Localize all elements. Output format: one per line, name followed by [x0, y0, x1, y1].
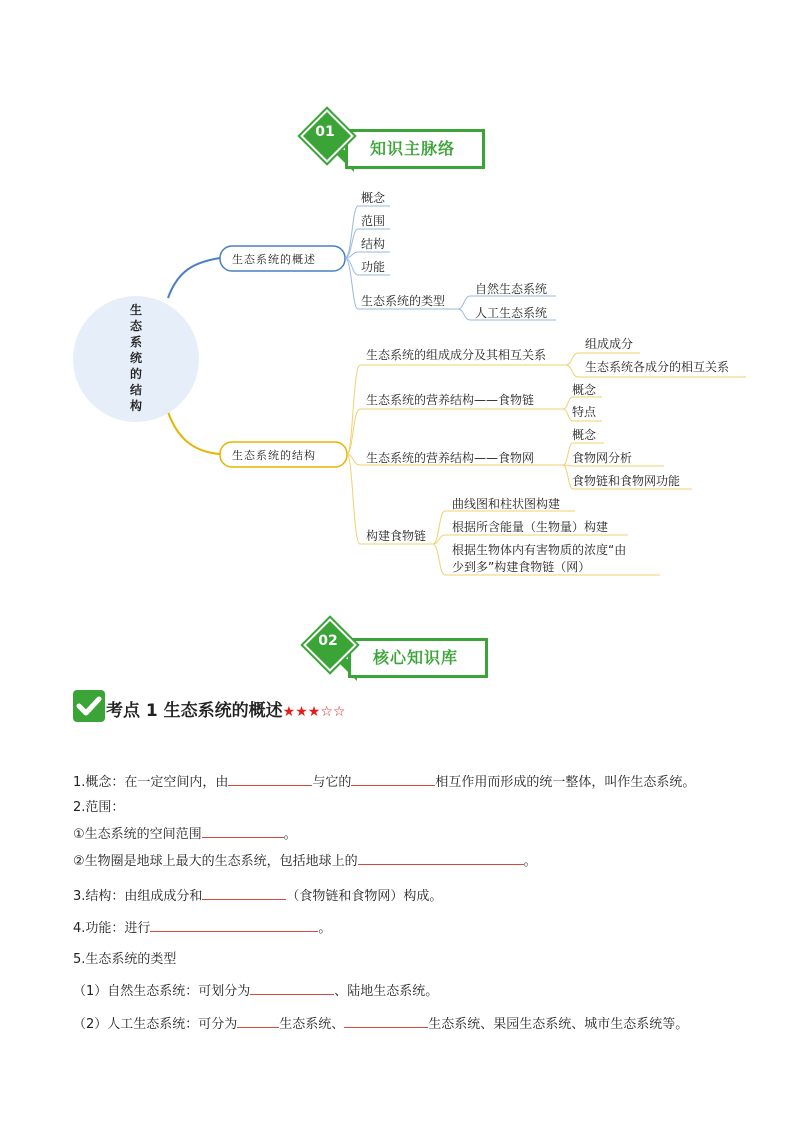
line-concept: [73, 771, 695, 790]
text: 相互作用而形成的统一整体，叫作生态系统。: [435, 775, 696, 790]
branch1-item-structure: 结构: [361, 237, 386, 251]
food-web-child-2: 食物网分析: [572, 451, 633, 465]
text: 2.范围：: [73, 800, 125, 815]
answer-blank[interactable]: [228, 772, 312, 786]
text: （1）自然生态系统：可划分为: [73, 984, 251, 999]
section-header-2: [303, 624, 493, 684]
line-natural: [73, 980, 438, 999]
answer-blank[interactable]: [351, 772, 435, 786]
text: ②生物圈是地球上最大的生态系统，包括地球上的: [73, 854, 358, 869]
branch1-item-scope: 范围: [361, 214, 386, 228]
line-scope-2: [73, 850, 537, 869]
section-number: 01: [315, 124, 335, 140]
point-title: [106, 696, 345, 721]
build-label: 构建食物链: [366, 529, 427, 543]
difficulty-stars: ★★★☆☆: [282, 704, 346, 720]
line-scope-1: [73, 823, 297, 842]
mindmap-root-label: 生态系统的结构: [129, 303, 142, 413]
answer-blank[interactable]: [358, 851, 524, 865]
answer-blank[interactable]: [250, 981, 334, 995]
type-artificial: 人工生态系统: [475, 306, 548, 320]
food-chain-child-2: 特点: [572, 405, 597, 419]
text: 5.生态系统的类型: [73, 952, 177, 967]
composition-child-1: 组成成分: [585, 337, 634, 351]
composition-label: 生态系统的组成成分及其相互关系: [366, 348, 547, 362]
text: 生态系统、: [279, 1017, 345, 1032]
branch1-item-concept: 概念: [361, 191, 386, 205]
text: 与它的: [312, 775, 352, 790]
answer-blank[interactable]: [150, 918, 318, 932]
branch1-item-types: 生态系统的类型: [361, 294, 446, 308]
section-title-box: [348, 638, 488, 678]
build-child-1: 曲线图和柱状图构建: [452, 497, 561, 511]
food-web-child-1: 概念: [572, 428, 597, 442]
text: 。: [523, 854, 537, 869]
line-types: [73, 948, 176, 967]
text: 4.功能：进行: [73, 921, 151, 936]
text: （2）人工生态系统：可分为: [73, 1017, 238, 1032]
answer-blank[interactable]: [237, 1014, 279, 1028]
line-function: [73, 917, 331, 936]
food-web-label: 生态系统的营养结构——食物网: [366, 451, 535, 465]
food-chain-child-1: 概念: [572, 383, 597, 397]
branch1-item-function: 功能: [361, 260, 386, 274]
text: 、陆地生态系统。: [334, 984, 439, 999]
text: ①生态系统的空间范围: [73, 827, 202, 842]
text: （食物链和食物网）构成。: [286, 889, 443, 904]
section-title: 知识主脉络: [370, 139, 456, 158]
line-scope: [73, 796, 124, 815]
branch2-label: 生态系统的结构: [232, 449, 316, 462]
food-web-child-3: 食物链和食物网功能: [572, 474, 681, 488]
build-child-3-line2: 少到多”构建食物链（网）: [452, 560, 591, 574]
build-child-3-line1: 根据生物体内有害物质的浓度“由: [452, 543, 627, 557]
text: 1.概念：在一定空间内，由: [73, 775, 229, 790]
food-chain-label: 生态系统的营养结构——食物链: [366, 393, 535, 407]
checkmark-icon: [73, 690, 105, 722]
section-number: 02: [318, 633, 338, 649]
text: 。: [318, 921, 332, 936]
line-structure: [73, 885, 442, 904]
point-title-text: 考点 1 生态系统的概述: [106, 701, 283, 721]
branch1-label: 生态系统的概述: [232, 253, 316, 266]
composition-child-2: 生态系统各成分的相互关系: [585, 360, 730, 374]
text: 生态系统、果园生态系统、城市生态系统等。: [428, 1017, 689, 1032]
build-child-2: 根据所含能量（生物量）构建: [452, 520, 609, 534]
answer-blank[interactable]: [202, 886, 286, 900]
type-natural: 自然生态系统: [475, 282, 548, 296]
text: 3.结构：由组成成分和: [73, 889, 203, 904]
text: 。: [283, 827, 297, 842]
answer-blank[interactable]: [202, 824, 284, 838]
line-artificial: [73, 1013, 688, 1032]
section-title: 核心知识库: [373, 648, 459, 667]
answer-blank[interactable]: [344, 1014, 428, 1028]
